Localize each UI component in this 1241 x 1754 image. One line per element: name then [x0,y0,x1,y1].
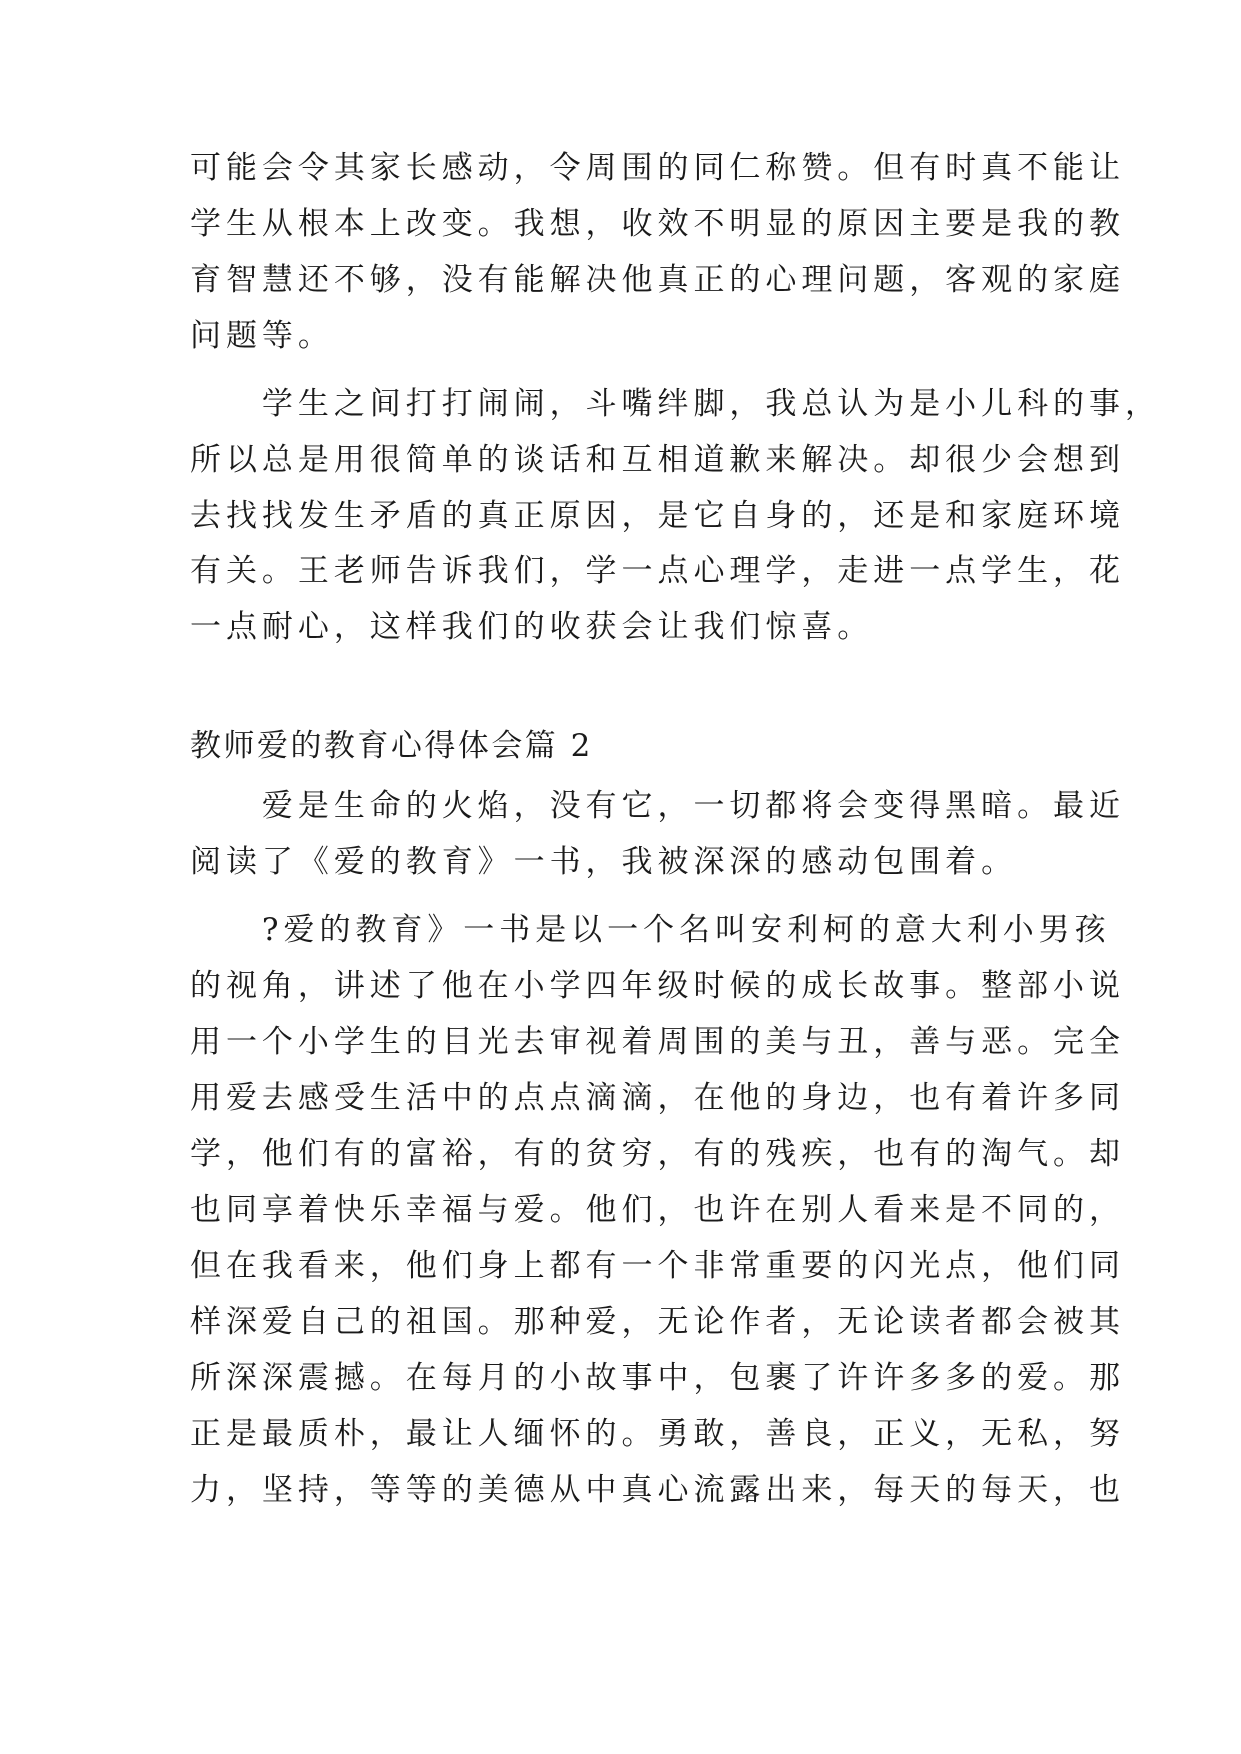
text-line: 有关。王老师告诉我们，学一点心理学，走进一点学生，花 [190,553,1125,589]
text-line: 所以总是用很简单的谈话和互相道歉来解决。却很少会想到 [190,442,1125,478]
text-line: 用爱去感受生活中的点点滴滴，在他的身边，也有着许多同 [190,1080,1125,1116]
text-line: 一点耐心，这样我们的收获会让我们惊喜。 [190,609,874,645]
section-heading: 教师爱的教育心得体会篇 2 [190,728,593,764]
text-line: 所深深震撼。在每月的小故事中，包裹了许许多多的爱。那 [190,1360,1125,1396]
text-line: 也同享着快乐幸福与爱。他们，也许在别人看来是不同的， [190,1192,1125,1228]
text-line: 可能会令其家长感动，令周围的同仁称赞。但有时真不能让 [190,150,1125,186]
text-line: 阅读了《爱的教育》一书，我被深深的感动包围着。 [190,844,1018,880]
text-line: 用一个小学生的目光去审视着周围的美与丑，善与恶。完全 [190,1024,1125,1060]
text-line: 样深爱自己的祖国。那种爱，无论作者，无论读者都会被其 [190,1304,1125,1340]
text-line: 力，坚持，等等的美德从中真心流露出来，每天的每天，也 [190,1472,1125,1508]
text-line: 的视角，讲述了他在小学四年级时候的成长故事。整部小说 [190,968,1125,1004]
text-line: 但在我看来，他们身上都有一个非常重要的闪光点，他们同 [190,1248,1125,1284]
text-line: ?爱的教育》一书是以一个名叫安利柯的意大利小男孩 [190,912,1111,948]
text-line: 爱是生命的火焰，没有它，一切都将会变得黑暗。最近 [190,788,1125,824]
text-line: 学生之间打打闹闹，斗嘴绊脚，我总认为是小儿科的事， [190,386,1161,422]
text-line: 学生从根本上改变。我想，收效不明显的原因主要是我的教 [190,206,1125,242]
text-line: 正是最质朴，最让人缅怀的。勇敢，善良，正义，无私，努 [190,1416,1125,1452]
text-line: 育智慧还不够，没有能解决他真正的心理问题，客观的家庭 [190,262,1125,298]
text-line: 去找找发生矛盾的真正原因，是它自身的，还是和家庭环境 [190,498,1125,534]
text-line: 学，他们有的富裕，有的贫穷，有的残疾，也有的淘气。却 [190,1136,1125,1172]
text-line: 问题等。 [190,318,334,354]
